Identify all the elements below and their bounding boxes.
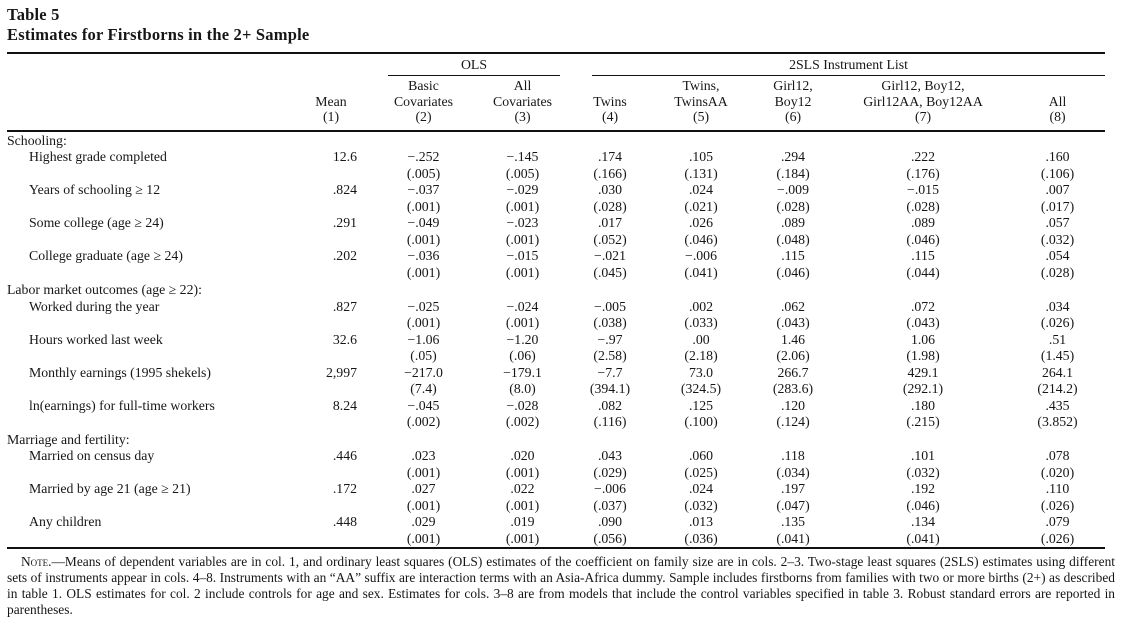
row-label: ln(earnings) for full-time workers bbox=[29, 397, 215, 413]
coefficient-value: 1.06 bbox=[910, 331, 936, 347]
estimate-cell bbox=[477, 182, 568, 215]
coefficient-value: .022 bbox=[510, 481, 535, 496]
table-row bbox=[7, 398, 1105, 431]
estimate-cell bbox=[477, 332, 568, 365]
standard-error-value: (.001) bbox=[406, 315, 441, 330]
standard-error-value: (.001) bbox=[406, 264, 441, 280]
standard-error-value: (.001) bbox=[505, 497, 540, 513]
standard-error-value: (.032) bbox=[906, 464, 940, 480]
estimate-cell bbox=[477, 365, 568, 398]
coefficient-value: −179.1 bbox=[503, 364, 542, 380]
estimate-cell bbox=[477, 215, 568, 248]
row-label: Hours worked last week bbox=[29, 331, 163, 347]
row-label: Highest grade completed bbox=[29, 149, 167, 164]
coefficient-value: .026 bbox=[688, 215, 714, 230]
estimate-cell bbox=[652, 248, 750, 281]
coefficient-value: .160 bbox=[1045, 149, 1070, 164]
estimate-cell bbox=[652, 481, 750, 514]
estimate-cell bbox=[750, 149, 836, 182]
coefficient-value: −.037 bbox=[407, 182, 440, 197]
standard-error-value: (.021) bbox=[684, 198, 718, 214]
standard-error-value: (.041) bbox=[906, 530, 940, 546]
group-header-2sls-label: 2SLS Instrument List bbox=[789, 57, 908, 72]
standard-error-value: (.05) bbox=[410, 348, 437, 363]
coefficient-value: −.028 bbox=[506, 397, 539, 413]
standard-error-value: (.001) bbox=[406, 497, 441, 513]
coefficient-value: −.145 bbox=[506, 149, 539, 164]
standard-error-value: (.131) bbox=[684, 165, 718, 181]
standard-error-value: (.041) bbox=[776, 530, 810, 546]
estimate-cell bbox=[370, 149, 477, 182]
estimate-cell bbox=[1010, 149, 1105, 182]
estimate-cell bbox=[750, 481, 836, 514]
estimate-cell bbox=[750, 299, 836, 332]
coefficient-value: .134 bbox=[910, 514, 936, 529]
mean-value: 12.6 bbox=[332, 149, 357, 164]
estimate-cell bbox=[1010, 481, 1105, 514]
standard-error-value: (.028) bbox=[1040, 264, 1075, 280]
standard-error-value: (.026) bbox=[1040, 315, 1075, 330]
mean-value: .827 bbox=[332, 298, 357, 314]
standard-error-value: (.037) bbox=[593, 497, 627, 513]
estimate-cell bbox=[568, 215, 652, 248]
estimate-cell bbox=[370, 398, 477, 431]
coefficient-value: −217.0 bbox=[404, 364, 443, 380]
standard-error-value: (.166) bbox=[593, 165, 627, 181]
row-label: Years of schooling ≥ 12 bbox=[29, 182, 161, 197]
table-note-label: Note. bbox=[21, 554, 52, 569]
table-title-block bbox=[7, 5, 1117, 45]
standard-error-value: (.002) bbox=[505, 414, 540, 429]
table-row bbox=[7, 365, 1105, 398]
estimate-cell bbox=[477, 299, 568, 332]
standard-error-value: (.001) bbox=[505, 530, 540, 546]
coefficient-value: −.015 bbox=[506, 248, 539, 263]
standard-error-value: (.002) bbox=[406, 414, 441, 429]
estimate-cell bbox=[836, 448, 1010, 481]
table-row bbox=[7, 299, 1105, 332]
standard-error-value: (.043) bbox=[776, 315, 810, 330]
standard-error-value: (324.5) bbox=[680, 381, 722, 396]
coefficient-value: .115 bbox=[781, 248, 805, 263]
table-row bbox=[7, 514, 1105, 548]
standard-error-value: (.046) bbox=[776, 264, 810, 280]
coefficient-value: .024 bbox=[688, 481, 714, 496]
table-title: Estimates for Firstborns in the 2+ Sample bbox=[7, 25, 310, 44]
coefficient-value: .062 bbox=[780, 298, 806, 314]
estimate-cell bbox=[568, 481, 652, 514]
mean-value: .824 bbox=[332, 182, 357, 197]
table-row bbox=[7, 481, 1105, 514]
estimates-table bbox=[7, 52, 1105, 549]
coefficient-value: .079 bbox=[1045, 514, 1070, 529]
estimate-cell bbox=[568, 514, 652, 548]
coefficient-value: .002 bbox=[688, 298, 714, 314]
coefficient-value: −.029 bbox=[506, 182, 539, 197]
standard-error-value: (.028) bbox=[593, 198, 627, 214]
coefficient-value: .043 bbox=[597, 448, 623, 463]
column-header-twins-twinsaa: Twins, TwinsAA (5) bbox=[652, 76, 750, 131]
coefficient-value: 1.46 bbox=[780, 331, 806, 347]
coefficient-value: −.97 bbox=[597, 331, 623, 347]
coefficient-value: .192 bbox=[910, 481, 936, 496]
table-note bbox=[7, 554, 1115, 618]
coefficient-value: 429.1 bbox=[907, 364, 939, 380]
row-label: College graduate (age ≥ 24) bbox=[29, 248, 183, 263]
coefficient-value: .222 bbox=[910, 149, 936, 164]
coefficient-value: −.021 bbox=[594, 248, 626, 263]
estimate-cell bbox=[568, 248, 652, 281]
standard-error-value: (.044) bbox=[906, 264, 940, 280]
estimate-cell bbox=[370, 365, 477, 398]
standard-error-value: (.005) bbox=[406, 165, 441, 181]
standard-error-value: (.032) bbox=[1040, 231, 1075, 247]
coefficient-value: .082 bbox=[597, 397, 623, 413]
coefficient-value: .51 bbox=[1048, 331, 1067, 347]
estimate-cell bbox=[652, 215, 750, 248]
standard-error-value: (.029) bbox=[593, 464, 627, 480]
standard-error-value: (.100) bbox=[684, 414, 718, 429]
standard-error-value: (7.4) bbox=[410, 381, 437, 396]
coefficient-value: −7.7 bbox=[597, 364, 623, 380]
coefficient-value: .089 bbox=[910, 215, 936, 230]
coefficient-value: .090 bbox=[597, 514, 623, 529]
coefficient-value: −.023 bbox=[506, 215, 539, 230]
coefficient-value: −.049 bbox=[407, 215, 440, 230]
coefficient-value: 73.0 bbox=[688, 364, 714, 380]
section-label: Labor market outcomes (age ≥ 22): bbox=[7, 282, 202, 297]
table-note-text: —Means of dependent variables are in col. 1, and ordinary least squares (OLS) estimates of the coefficient on family size are in cols. 2–3. Two-stage least squares (2SLS) estimates using different sets of instruments appear in cols. 4–8. Instruments with an “AA” suffix are interaction terms with an Asia-Africa dummy. Sample includes firstborns from families with two or more births (2+) as described in table 1. OLS estimates for col. 2 include controls for age and sex. Estimates for cols. 3–8 are from models that include the control variables specified in table 3. Robust standard errors are reported in parentheses. bbox=[7, 554, 1115, 617]
coefficient-value: 266.7 bbox=[777, 364, 809, 380]
coefficient-value: .105 bbox=[688, 149, 714, 164]
standard-error-value: (.026) bbox=[1040, 530, 1075, 546]
standard-error-value: (.001) bbox=[505, 198, 540, 214]
estimate-cell bbox=[370, 514, 477, 548]
estimate-cell bbox=[750, 182, 836, 215]
coefficient-value: .060 bbox=[688, 448, 714, 463]
coefficient-value: .023 bbox=[411, 448, 436, 463]
estimate-cell bbox=[836, 149, 1010, 182]
estimate-cell bbox=[568, 365, 652, 398]
mean-value: 32.6 bbox=[332, 331, 357, 347]
estimate-cell bbox=[836, 398, 1010, 431]
mean-value: 2,997 bbox=[325, 364, 357, 380]
table-row bbox=[7, 182, 1105, 215]
standard-error-value: (.047) bbox=[776, 497, 810, 513]
standard-error-value: (.001) bbox=[406, 198, 441, 214]
coefficient-value: −1.20 bbox=[506, 331, 539, 347]
coefficient-value: −.025 bbox=[407, 298, 440, 314]
standard-error-value: (8.0) bbox=[509, 381, 536, 396]
estimate-cell bbox=[1010, 398, 1105, 431]
estimate-cell bbox=[477, 149, 568, 182]
coefficient-value: −.045 bbox=[407, 397, 440, 413]
coefficient-value: .197 bbox=[780, 481, 806, 496]
standard-error-value: (1.98) bbox=[906, 348, 940, 363]
coefficient-value: .029 bbox=[411, 514, 436, 529]
coefficient-value: .057 bbox=[1045, 215, 1070, 230]
group-header-ols bbox=[388, 56, 560, 76]
standard-error-value: (.052) bbox=[593, 231, 627, 247]
table-row bbox=[7, 448, 1105, 481]
standard-error-value: (.001) bbox=[505, 464, 540, 480]
estimate-cell bbox=[568, 299, 652, 332]
estimate-cell bbox=[1010, 332, 1105, 365]
coefficient-value: .101 bbox=[910, 448, 936, 463]
coefficient-value: .030 bbox=[597, 182, 623, 197]
estimate-cell bbox=[1010, 215, 1105, 248]
estimate-cell bbox=[652, 448, 750, 481]
estimate-cell bbox=[370, 448, 477, 481]
standard-error-value: (.116) bbox=[593, 414, 627, 429]
coefficient-value: .089 bbox=[780, 215, 806, 230]
row-label: Married on census day bbox=[29, 448, 155, 463]
group-header-2sls-cell bbox=[568, 53, 1105, 76]
standard-error-value: (.001) bbox=[505, 231, 540, 247]
coefficient-value: .135 bbox=[780, 514, 806, 529]
estimate-cell bbox=[370, 215, 477, 248]
standard-error-value: (.045) bbox=[593, 264, 627, 280]
section-row bbox=[7, 131, 1105, 150]
table-body bbox=[7, 131, 1105, 549]
coefficient-value: .019 bbox=[510, 514, 535, 529]
standard-error-value: (.036) bbox=[684, 530, 718, 546]
coefficient-value: .294 bbox=[780, 149, 806, 164]
estimate-cell bbox=[370, 299, 477, 332]
estimate-cell bbox=[750, 332, 836, 365]
standard-error-value: (.184) bbox=[776, 165, 810, 181]
estimate-cell bbox=[477, 448, 568, 481]
standard-error-value: (3.852) bbox=[1037, 414, 1078, 429]
column-header-girl12-boy12-aa: Girl12, Boy12, Girl12AA, Boy12AA (7) bbox=[836, 76, 1010, 131]
estimate-cell bbox=[652, 332, 750, 365]
section-label: Marriage and fertility: bbox=[7, 431, 130, 447]
coefficient-value: −.006 bbox=[685, 248, 717, 263]
row-label: Married by age 21 (age ≥ 21) bbox=[29, 481, 191, 496]
standard-error-value: (2.18) bbox=[684, 348, 718, 363]
coefficient-value: .078 bbox=[1045, 448, 1070, 463]
standard-error-value: (.032) bbox=[684, 497, 718, 513]
column-header-all-covariates: All Covariates (3) bbox=[477, 76, 568, 131]
standard-error-value: (.001) bbox=[406, 231, 441, 247]
estimate-cell bbox=[652, 514, 750, 548]
estimate-cell bbox=[750, 215, 836, 248]
standard-error-value: (.017) bbox=[1040, 198, 1075, 214]
coefficient-value: .00 bbox=[692, 331, 710, 347]
row-label: Any children bbox=[29, 514, 102, 529]
column-header-twins: Twins (4) bbox=[568, 76, 652, 131]
coefficient-value: −.009 bbox=[777, 182, 809, 197]
estimate-cell bbox=[836, 481, 1010, 514]
estimate-cell bbox=[750, 514, 836, 548]
estimate-cell bbox=[568, 149, 652, 182]
standard-error-value: (.038) bbox=[593, 315, 627, 330]
coefficient-value: .024 bbox=[688, 182, 714, 197]
estimate-cell bbox=[652, 398, 750, 431]
coefficient-value: −.252 bbox=[407, 149, 440, 164]
estimate-cell bbox=[836, 299, 1010, 332]
mean-value: .172 bbox=[332, 481, 357, 496]
standard-error-value: (.001) bbox=[406, 530, 441, 546]
standard-error-value: (1.45) bbox=[1040, 348, 1075, 363]
standard-error-value: (.034) bbox=[776, 464, 810, 480]
estimate-cell bbox=[836, 365, 1010, 398]
estimate-cell bbox=[652, 299, 750, 332]
coefficient-value: .120 bbox=[780, 397, 806, 413]
standard-error-value: (2.06) bbox=[776, 348, 810, 363]
standard-error-value: (.001) bbox=[406, 464, 441, 480]
standard-error-value: (.001) bbox=[505, 315, 540, 330]
standard-error-value: (.005) bbox=[505, 165, 540, 181]
group-header-row bbox=[7, 53, 1105, 76]
coefficient-value: −.006 bbox=[594, 481, 626, 496]
estimate-cell bbox=[836, 215, 1010, 248]
standard-error-value: (214.2) bbox=[1037, 381, 1078, 396]
group-header-2sls bbox=[592, 56, 1105, 76]
estimate-cell bbox=[836, 248, 1010, 281]
estimate-cell bbox=[1010, 365, 1105, 398]
coefficient-value: .180 bbox=[910, 397, 936, 413]
table-row bbox=[7, 149, 1105, 182]
estimate-cell bbox=[568, 448, 652, 481]
estimate-cell bbox=[370, 248, 477, 281]
row-label: Some college (age ≥ 24) bbox=[29, 215, 164, 230]
standard-error-value: (.176) bbox=[906, 165, 940, 181]
coefficient-value: −.005 bbox=[594, 298, 626, 314]
standard-error-value: (.033) bbox=[684, 315, 718, 330]
table-row bbox=[7, 332, 1105, 365]
coefficient-value: .020 bbox=[510, 448, 535, 463]
table-number: Table 5 bbox=[7, 5, 60, 24]
standard-error-value: (.046) bbox=[906, 231, 940, 247]
column-header-girl12-boy12: Girl12, Boy12 (6) bbox=[750, 76, 836, 131]
standard-error-value: (394.1) bbox=[589, 381, 631, 396]
estimate-cell bbox=[370, 481, 477, 514]
estimate-cell bbox=[477, 514, 568, 548]
estimate-cell bbox=[652, 182, 750, 215]
standard-error-value: (.043) bbox=[906, 315, 940, 330]
group-header-ols-cell bbox=[370, 53, 568, 76]
coefficient-value: .174 bbox=[597, 149, 623, 164]
standard-error-value: (283.6) bbox=[772, 381, 814, 396]
estimate-cell bbox=[836, 332, 1010, 365]
coefficient-value: .034 bbox=[1045, 298, 1070, 314]
estimate-cell bbox=[750, 448, 836, 481]
coefficient-value: .013 bbox=[688, 514, 714, 529]
coefficient-value: .007 bbox=[1045, 182, 1070, 197]
coefficient-value: −1.06 bbox=[407, 331, 440, 347]
coefficient-value: .115 bbox=[911, 248, 935, 263]
coefficient-value: .027 bbox=[411, 481, 436, 496]
estimate-cell bbox=[1010, 514, 1105, 548]
standard-error-value: (.041) bbox=[684, 264, 718, 280]
estimate-cell bbox=[568, 332, 652, 365]
estimate-cell bbox=[1010, 182, 1105, 215]
standard-error-value: (.106) bbox=[1040, 165, 1075, 181]
section-row bbox=[7, 431, 1105, 449]
column-header-all-instruments: All (8) bbox=[1010, 76, 1105, 131]
row-label: Monthly earnings (1995 shekels) bbox=[29, 364, 212, 380]
standard-error-value: (.048) bbox=[776, 231, 810, 247]
standard-error-value: (.215) bbox=[906, 414, 940, 429]
estimate-cell bbox=[477, 398, 568, 431]
estimate-cell bbox=[1010, 448, 1105, 481]
section-label: Schooling: bbox=[7, 132, 67, 148]
mean-value: .291 bbox=[332, 215, 357, 230]
table-row bbox=[7, 215, 1105, 248]
estimate-cell bbox=[370, 332, 477, 365]
standard-error-value: (2.58) bbox=[593, 348, 627, 363]
column-header-basic-covariates: Basic Covariates (2) bbox=[370, 76, 477, 131]
standard-error-value: (.046) bbox=[906, 497, 940, 513]
standard-error-value: (.028) bbox=[776, 198, 810, 214]
estimate-cell bbox=[1010, 248, 1105, 281]
standard-error-value: (.028) bbox=[906, 198, 940, 214]
mean-value: 8.24 bbox=[332, 397, 357, 413]
estimate-cell bbox=[750, 248, 836, 281]
estimate-cell bbox=[370, 182, 477, 215]
coefficient-value: −.015 bbox=[907, 182, 939, 197]
coefficient-value: .125 bbox=[688, 397, 714, 413]
estimate-cell bbox=[568, 182, 652, 215]
standard-error-value: (.06) bbox=[509, 348, 536, 363]
estimate-cell bbox=[836, 514, 1010, 548]
column-header-row bbox=[7, 76, 1105, 131]
coefficient-value: .054 bbox=[1045, 248, 1070, 263]
row-label: Worked during the year bbox=[29, 298, 160, 314]
standard-error-value: (.025) bbox=[684, 464, 718, 480]
standard-error-value: (292.1) bbox=[902, 381, 944, 396]
standard-error-value: (.124) bbox=[776, 414, 810, 429]
coefficient-value: −.036 bbox=[407, 248, 440, 263]
standard-error-value: (.046) bbox=[684, 231, 718, 247]
coefficient-value: .017 bbox=[597, 215, 623, 230]
coefficient-value: −.024 bbox=[506, 298, 539, 314]
estimate-cell bbox=[750, 365, 836, 398]
estimate-cell bbox=[568, 398, 652, 431]
estimate-cell bbox=[652, 365, 750, 398]
standard-error-value: (.056) bbox=[593, 530, 627, 546]
estimate-cell bbox=[836, 182, 1010, 215]
mean-value: .446 bbox=[332, 448, 357, 463]
estimate-cell bbox=[652, 149, 750, 182]
table-row bbox=[7, 248, 1105, 281]
coefficient-value: 264.1 bbox=[1041, 364, 1074, 380]
estimate-cell bbox=[750, 398, 836, 431]
column-header-mean: Mean (1) bbox=[292, 76, 370, 131]
mean-value: .448 bbox=[332, 514, 357, 529]
estimate-cell bbox=[1010, 299, 1105, 332]
group-header-ols-label: OLS bbox=[460, 57, 488, 72]
standard-error-value: (.026) bbox=[1040, 497, 1075, 513]
coefficient-value: .118 bbox=[781, 448, 805, 463]
mean-value: .202 bbox=[332, 248, 357, 263]
column-header-rowlabel bbox=[7, 76, 292, 131]
coefficient-value: .072 bbox=[910, 298, 936, 314]
estimate-cell bbox=[477, 248, 568, 281]
coefficient-value: .435 bbox=[1045, 397, 1070, 413]
coefficient-value: .110 bbox=[1045, 481, 1070, 496]
standard-error-value: (.020) bbox=[1040, 464, 1075, 480]
section-row bbox=[7, 281, 1105, 299]
estimate-cell bbox=[477, 481, 568, 514]
standard-error-value: (.001) bbox=[505, 264, 540, 280]
